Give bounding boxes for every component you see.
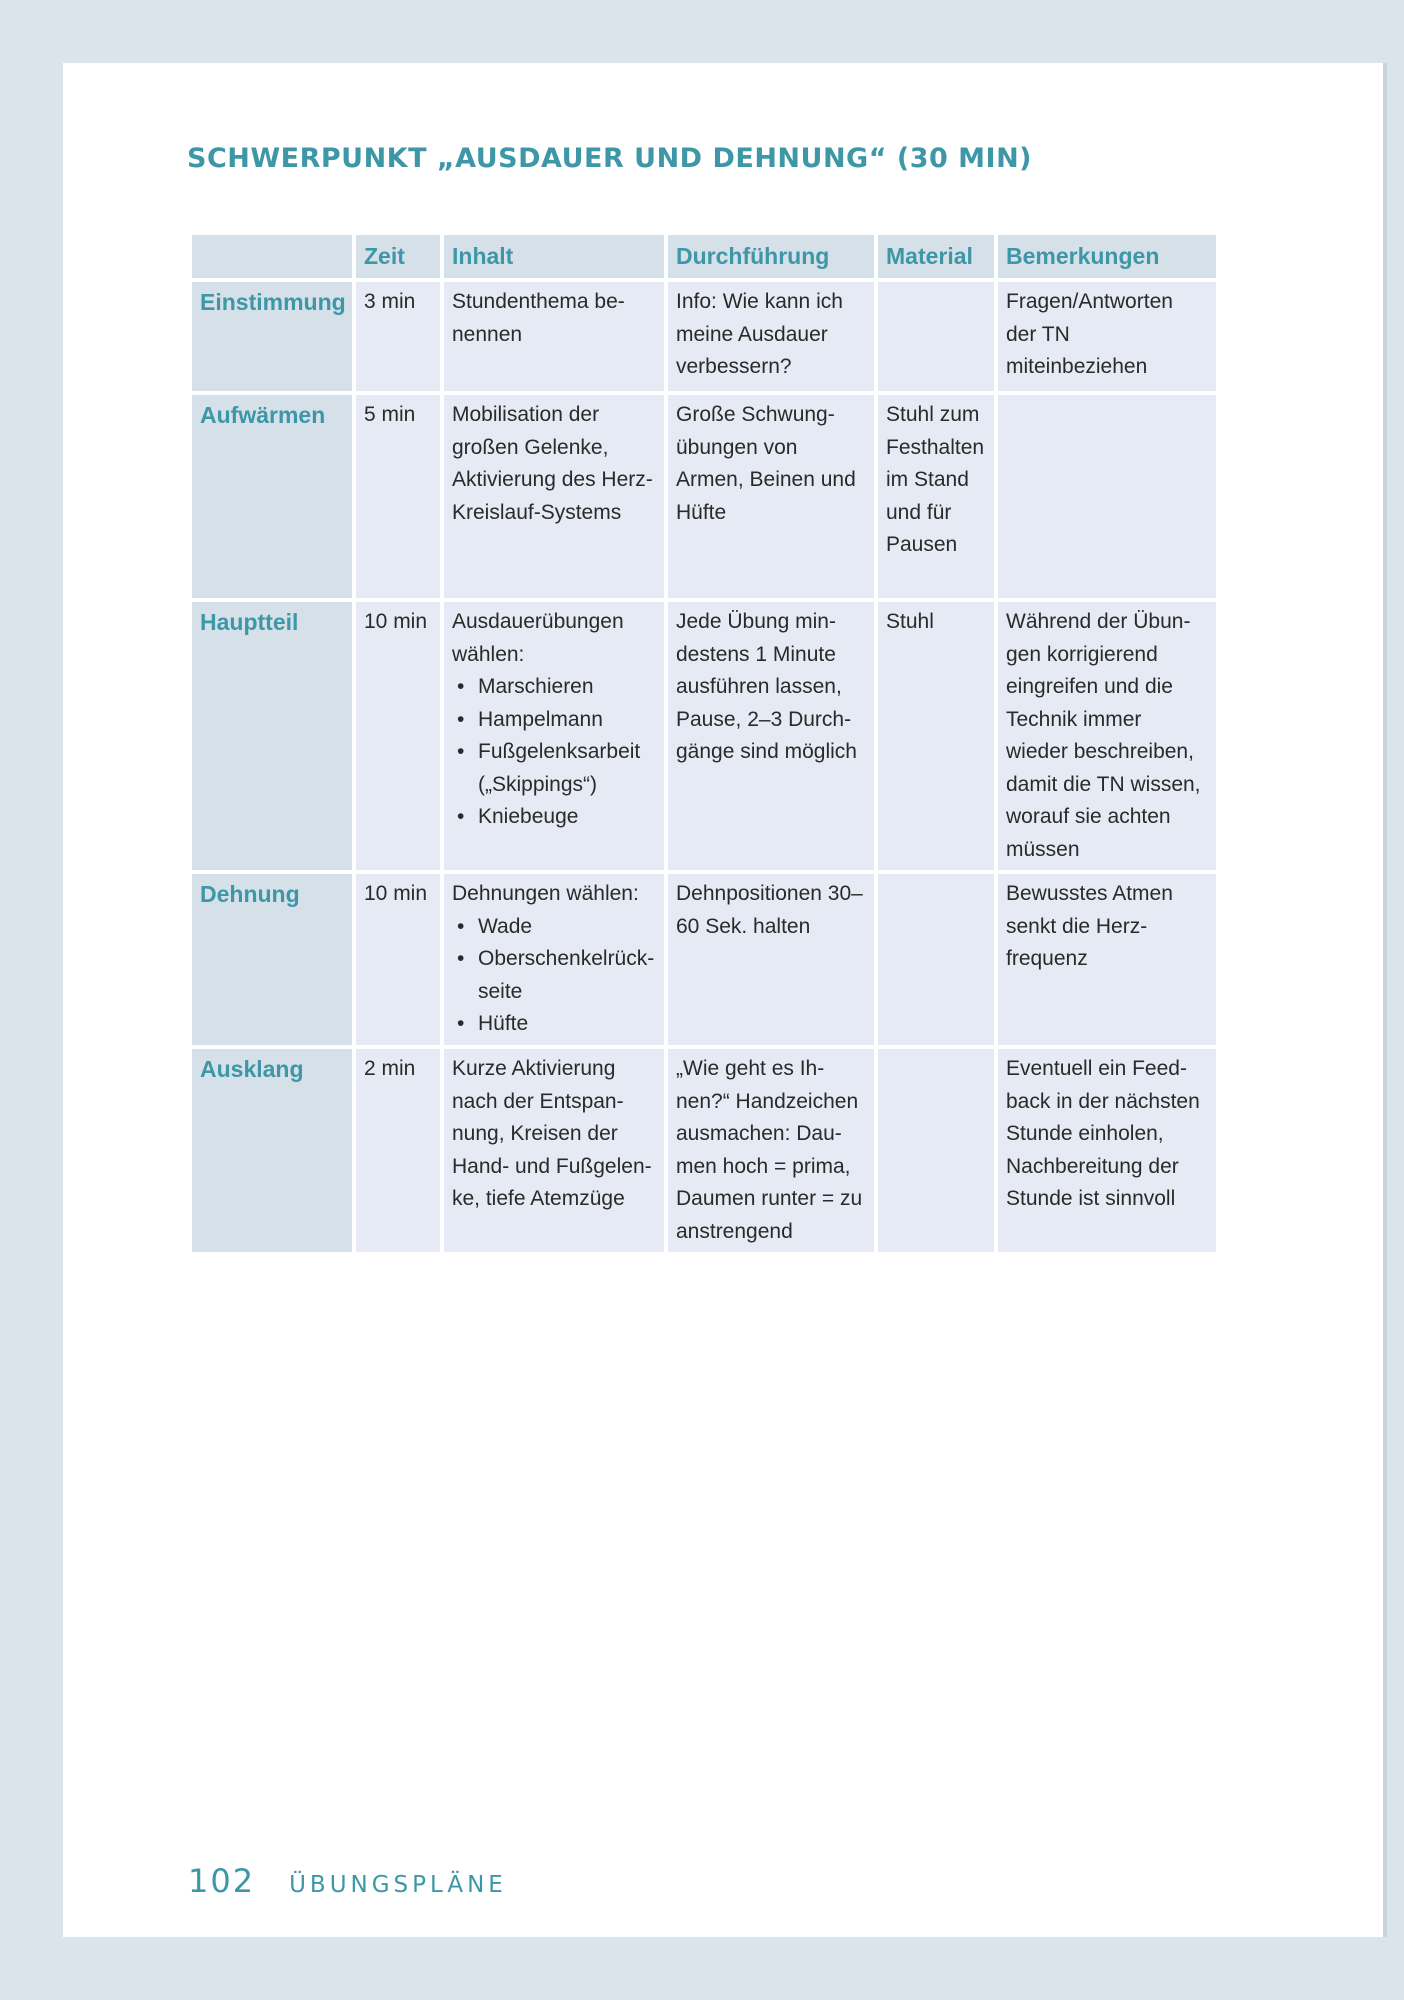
list-item: • Kniebeuge bbox=[478, 801, 657, 834]
zeit-cell: 10 min bbox=[356, 874, 440, 1045]
list-item: • Oberschenkelrückseite bbox=[478, 943, 657, 1008]
header-cell-phase bbox=[192, 235, 352, 278]
table-row bbox=[192, 1049, 1216, 1252]
inhalt-cell bbox=[444, 282, 664, 391]
durchfuehrung-cell: Info: Wie kann ich meine Ausdauer verbessern? bbox=[668, 282, 874, 391]
list-item: • Fußgelenksarbeit („Skippings“) bbox=[478, 736, 657, 801]
lesson-plan-table bbox=[188, 231, 1220, 1256]
list-item: • Hüfte bbox=[478, 1008, 657, 1041]
page-number: 102 bbox=[188, 1862, 256, 1900]
zeit-cell: 10 min bbox=[356, 602, 440, 870]
table-header-row bbox=[192, 235, 1216, 278]
phase-cell: Dehnung bbox=[192, 874, 352, 1045]
inhalt-cell bbox=[444, 1049, 664, 1252]
inhalt-cell bbox=[444, 395, 664, 598]
material-cell bbox=[878, 282, 994, 391]
material-cell: Stuhl zum Festhalten im Stand und für Pausen bbox=[878, 395, 994, 598]
header-cell-material: Material bbox=[878, 235, 994, 278]
header-cell-durchfuehrung: Durchführung bbox=[668, 235, 874, 278]
list-item: • Wade bbox=[478, 911, 657, 944]
list-item: • Hampelmann bbox=[478, 704, 657, 737]
inhalt-text: Mobilisation der großen Gelenke, Aktivierung des Herz-Kreislauf-Systems bbox=[452, 403, 653, 524]
durchfuehrung-cell: Große Schwungübungen von Armen, Beinen und Hüfte bbox=[668, 395, 874, 598]
page-edge-line bbox=[1383, 63, 1387, 1937]
table-row bbox=[192, 282, 1216, 391]
inhalt-text: Stundenthema benennen bbox=[452, 290, 625, 346]
phase-cell: Einstimmung bbox=[192, 282, 352, 391]
material-cell: Stuhl bbox=[878, 602, 994, 870]
bemerkungen-cell: Eventuell ein Feedback in der nächsten Stunde einholen, Nachbereitung der Stunde ist sinnvoll bbox=[998, 1049, 1216, 1252]
material-cell bbox=[878, 874, 994, 1045]
inhalt-cell bbox=[444, 602, 664, 870]
inhalt-cell bbox=[444, 874, 664, 1045]
table-row bbox=[192, 874, 1216, 1045]
zeit-cell: 5 min bbox=[356, 395, 440, 598]
header-cell-inhalt: Inhalt bbox=[444, 235, 664, 278]
bemerkungen-cell bbox=[998, 395, 1216, 598]
bemerkungen-cell: Während der Übungen korrigierend eingreifen und die Technik immer wieder beschreiben, damit die TN wissen, worauf sie achten müssen bbox=[998, 602, 1216, 870]
section-title: SCHWERPUNKT „AUSDAUER UND DEHNUNG“ (30 MIN) bbox=[187, 143, 1033, 174]
durchfuehrung-cell: Jede Übung mindestens 1 Minute ausführen lassen, Pause, 2–3 Durchgänge sind möglich bbox=[668, 602, 874, 870]
stretch-list bbox=[452, 911, 657, 1041]
exercise-list bbox=[452, 671, 657, 834]
bemerkungen-cell: Bewusstes Atmen senkt die Herzfrequenz bbox=[998, 874, 1216, 1045]
phase-cell: Hauptteil bbox=[192, 602, 352, 870]
header-cell-bemerkungen: Bemerkungen bbox=[998, 235, 1216, 278]
inhalt-text: Ausdauerübungen wählen: bbox=[452, 610, 624, 666]
zeit-cell: 2 min bbox=[356, 1049, 440, 1252]
list-item: • Marschieren bbox=[478, 671, 657, 704]
table-row bbox=[192, 602, 1216, 870]
durchfuehrung-cell: Dehnpositionen 30–60 Sek. halten bbox=[668, 874, 874, 1045]
running-section-title: ÜBUNGSPLÄNE bbox=[289, 1872, 507, 1898]
page-footer bbox=[188, 1862, 507, 1900]
phase-cell: Ausklang bbox=[192, 1049, 352, 1252]
bemerkungen-cell: Fragen/Antworten der TN miteinbeziehen bbox=[998, 282, 1216, 391]
material-cell bbox=[878, 1049, 994, 1252]
table-row bbox=[192, 395, 1216, 598]
durchfuehrung-cell: „Wie geht es Ihnen?“ Handzeichen ausmachen: Daumen hoch = prima, Daumen runter = zu anstrengend bbox=[668, 1049, 874, 1252]
inhalt-text: Kurze Aktivierung nach der Entspannung, Kreisen der Hand- und Fußgelenke, tiefe Atemzüge bbox=[452, 1057, 652, 1210]
header-cell-zeit: Zeit bbox=[356, 235, 440, 278]
zeit-cell: 3 min bbox=[356, 282, 440, 391]
inhalt-text: Dehnungen wählen: bbox=[452, 882, 639, 905]
phase-cell: Aufwärmen bbox=[192, 395, 352, 598]
